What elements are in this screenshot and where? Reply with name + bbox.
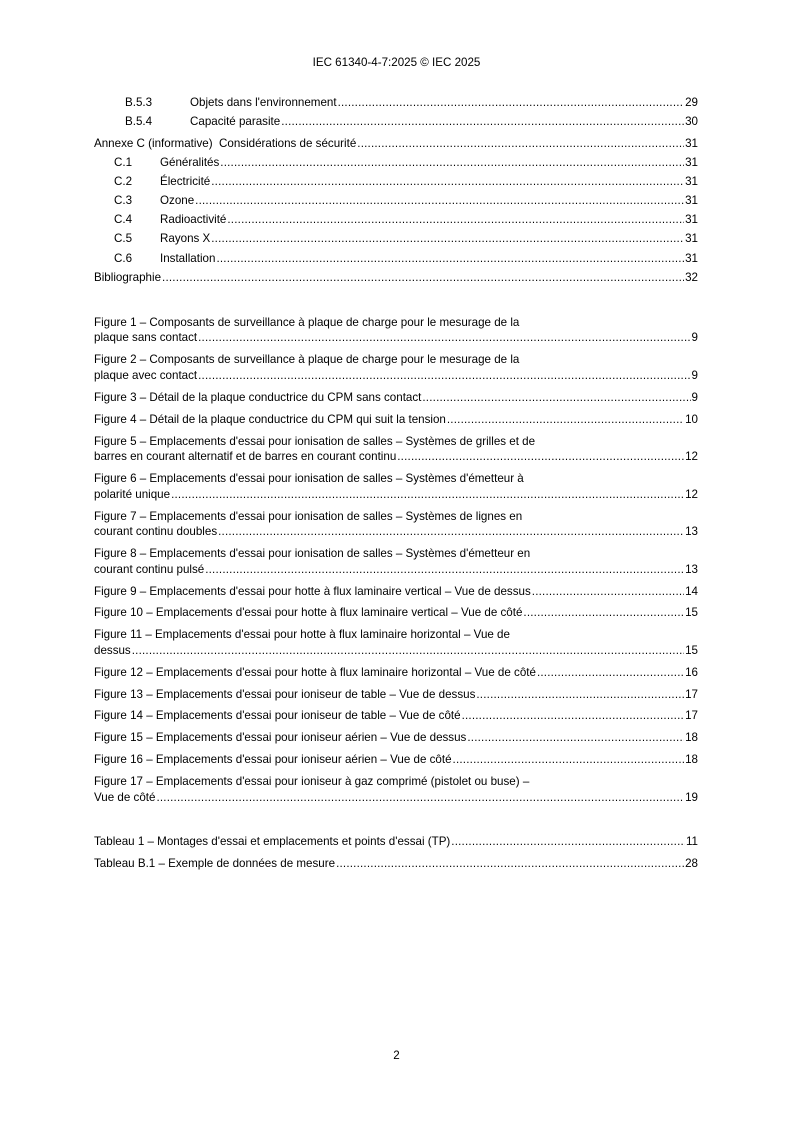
table-entry-title: Tableau B.1 – Exemple de données de mesure — [94, 857, 336, 870]
table-entry-page: 28 — [685, 857, 698, 870]
dot-leader — [211, 231, 684, 247]
figure-entry-line1[interactable]: Figure 7 – Emplacements d'essai pour ionisation de salles – Systèmes de lignes en — [94, 510, 523, 523]
toc-entry[interactable] — [114, 231, 698, 247]
toc-entry[interactable] — [114, 212, 698, 228]
figure-entry[interactable] — [94, 605, 698, 621]
toc-entry-number: C.1 — [114, 156, 133, 169]
dot-leader — [523, 605, 684, 621]
figure-entry-page: 19 — [685, 791, 698, 804]
dot-leader — [453, 752, 685, 768]
figure-entry[interactable] — [94, 449, 698, 465]
dot-leader — [156, 790, 684, 806]
dot-leader — [451, 834, 685, 850]
figure-entry[interactable] — [94, 752, 698, 768]
toc-entry[interactable] — [94, 270, 698, 286]
dot-leader — [281, 114, 684, 130]
toc-entry-title: Objets dans l'environnement — [190, 96, 337, 109]
dot-leader — [171, 487, 684, 503]
toc-entry-page: 32 — [685, 271, 698, 284]
figure-entry-title: Figure 12 – Emplacements d'essai pour hotte à flux laminaire horizontal – Vue de côté — [94, 666, 536, 679]
figure-entry[interactable] — [94, 687, 698, 703]
table-entry[interactable] — [94, 834, 698, 850]
toc-entry-title: Capacité parasite — [190, 115, 281, 128]
figure-entry-line1[interactable]: Figure 5 – Emplacements d'essai pour ionisation de salles – Systèmes de grilles et de — [94, 435, 536, 448]
dot-leader — [336, 856, 684, 872]
toc-entry-title: Bibliographie — [94, 271, 162, 284]
figure-entry-title: polarité unique — [94, 488, 171, 501]
figure-entry[interactable] — [94, 487, 698, 503]
toc-entry[interactable] — [125, 95, 698, 111]
figure-entry-title: dessus — [94, 644, 131, 657]
toc-entry[interactable] — [125, 114, 698, 130]
figure-entry[interactable] — [94, 330, 698, 346]
toc-entry[interactable] — [114, 174, 698, 190]
toc-entry-page: 30 — [685, 115, 698, 128]
toc-entry-number: C.4 — [114, 213, 133, 226]
figure-entry-title: Figure 3 – Détail de la plaque conductrice du CPM sans contact — [94, 391, 422, 404]
toc-entry-number: C.3 — [114, 194, 133, 207]
figure-entry-page: 17 — [685, 709, 698, 722]
toc-entry-title: Rayons X — [160, 232, 211, 245]
dot-leader — [195, 193, 684, 209]
figure-entry[interactable] — [94, 584, 698, 600]
dot-leader — [462, 708, 685, 724]
figure-entry-line1[interactable]: Figure 2 – Composants de surveillance à plaque de charge pour le mesurage de la — [94, 353, 520, 366]
figure-entry-title: courant continu doubles — [94, 525, 218, 538]
figure-entry-line1[interactable]: Figure 1 – Composants de surveillance à plaque de charge pour le mesurage de la — [94, 316, 520, 329]
dot-leader — [357, 136, 684, 152]
toc-entry[interactable] — [114, 251, 698, 267]
figure-entry-page: 13 — [685, 563, 698, 576]
figure-entry-page: 13 — [685, 525, 698, 538]
toc-entry-page: 31 — [685, 213, 698, 226]
figure-entry-title: Figure 15 – Emplacements d'essai pour ioniseur aérien – Vue de dessus — [94, 731, 467, 744]
figure-entry-page: 15 — [685, 644, 698, 657]
toc-entry-number: B.5.3 — [125, 96, 153, 109]
figure-entry-page: 10 — [685, 413, 698, 426]
dot-leader — [447, 412, 684, 428]
dot-leader — [162, 270, 684, 286]
toc-entry-page: 31 — [685, 252, 698, 265]
toc-entry[interactable] — [114, 193, 698, 209]
dot-leader — [220, 155, 684, 171]
figure-entry[interactable] — [94, 730, 698, 746]
table-entry-title: Tableau 1 – Montages d'essai et emplacements et points d'essai (TP) — [94, 835, 451, 848]
toc-entry-page: 31 — [685, 156, 698, 169]
toc-entry-page: 31 — [685, 137, 698, 150]
dot-leader — [532, 584, 684, 600]
toc-entry-number: C.6 — [114, 252, 133, 265]
toc-entry-number: C.5 — [114, 232, 133, 245]
dot-leader — [397, 449, 684, 465]
toc-entry-number: C.2 — [114, 175, 133, 188]
toc-entry-title: Radioactivité — [160, 213, 227, 226]
toc-entry-page: 29 — [685, 96, 698, 109]
figure-entry[interactable] — [94, 708, 698, 724]
figure-entry[interactable] — [94, 524, 698, 540]
dot-leader — [216, 251, 684, 267]
figure-entry-page: 14 — [685, 585, 698, 598]
toc-entry-title: Ozone — [160, 194, 195, 207]
toc-entry-page: 31 — [685, 232, 698, 245]
toc-entry[interactable] — [114, 155, 698, 171]
figure-entry-page: 9 — [691, 391, 698, 404]
figure-entry-title: plaque avec contact — [94, 369, 198, 382]
table-entry-page: 11 — [685, 835, 698, 848]
dot-leader — [537, 665, 684, 681]
figure-entry[interactable] — [94, 643, 698, 659]
dot-leader — [205, 562, 684, 578]
figure-entry-page: 9 — [691, 369, 698, 382]
figure-entry-title: Figure 4 – Détail de la plaque conductrice du CPM qui suit la tension — [94, 413, 446, 426]
dot-leader — [422, 390, 690, 406]
figure-entry-line1[interactable]: Figure 8 – Emplacements d'essai pour ionisation de salles – Systèmes d'émetteur en — [94, 547, 531, 560]
figure-entry-page: 12 — [685, 450, 698, 463]
toc-entry-title: Annexe C (informative) Considérations de sécurité — [94, 137, 357, 150]
figure-entry-title: Figure 10 – Emplacements d'essai pour hotte à flux laminaire vertical – Vue de côté — [94, 606, 523, 619]
figure-entry[interactable] — [94, 368, 698, 384]
page-header: IEC 61340-4-7:2025 © IEC 2025 — [312, 56, 481, 69]
figure-entry-title: Figure 16 – Emplacements d'essai pour ioniseur aérien – Vue de côté — [94, 753, 452, 766]
toc-entry[interactable] — [94, 136, 698, 152]
dot-leader — [198, 368, 690, 384]
dot-leader — [198, 330, 690, 346]
toc-entry-title: Généralités — [160, 156, 220, 169]
figure-entry-line1[interactable]: Figure 11 – Emplacements d'essai pour hotte à flux laminaire horizontal – Vue de — [94, 628, 510, 641]
figure-entry[interactable] — [94, 790, 698, 806]
figure-entry[interactable] — [94, 562, 698, 578]
figure-entry-page: 18 — [685, 731, 698, 744]
toc-entry-title: Électricité — [160, 175, 211, 188]
figure-entry-title: plaque sans contact — [94, 331, 198, 344]
toc-entry-number: B.5.4 — [125, 115, 153, 128]
figure-entry-title: Vue de côté — [94, 791, 156, 804]
dot-leader — [218, 524, 684, 540]
figure-entry[interactable] — [94, 665, 698, 681]
toc-entry-page: 31 — [685, 194, 698, 207]
figure-entry-page: 16 — [685, 666, 698, 679]
toc-entry-page: 31 — [685, 175, 698, 188]
table-entry[interactable] — [94, 856, 698, 872]
figure-entry-line1[interactable]: Figure 6 – Emplacements d'essai pour ionisation de salles – Systèmes d'émetteur à — [94, 472, 524, 485]
figure-entry-title: courant continu pulsé — [94, 563, 205, 576]
figure-entry-page: 15 — [685, 606, 698, 619]
figure-entry-page: 18 — [685, 753, 698, 766]
figure-entry-page: 17 — [685, 688, 698, 701]
dot-leader — [467, 730, 684, 746]
dot-leader — [211, 174, 684, 190]
page-number: 2 — [393, 1049, 400, 1062]
dot-leader — [132, 643, 684, 659]
figure-entry-line1[interactable]: Figure 17 – Emplacements d'essai pour ioniseur à gaz comprimé (pistolet ou buse) – — [94, 775, 530, 788]
figure-entry-title: Figure 9 – Emplacements d'essai pour hotte à flux laminaire vertical – Vue de dessus — [94, 585, 531, 598]
dot-leader — [476, 687, 684, 703]
figure-entry[interactable] — [94, 390, 698, 406]
figure-entry-page: 12 — [685, 488, 698, 501]
dot-leader — [227, 212, 684, 228]
figure-entry[interactable] — [94, 412, 698, 428]
dot-leader — [338, 95, 685, 111]
figure-entry-title: Figure 14 – Emplacements d'essai pour ioniseur de table – Vue de côté — [94, 709, 461, 722]
figure-entry-page: 9 — [691, 331, 698, 344]
figure-entry-title: Figure 13 – Emplacements d'essai pour ioniseur de table – Vue de dessus — [94, 688, 476, 701]
figure-entry-title: barres en courant alternatif et de barres en courant continu — [94, 450, 397, 463]
toc-entry-title: Installation — [160, 252, 216, 265]
